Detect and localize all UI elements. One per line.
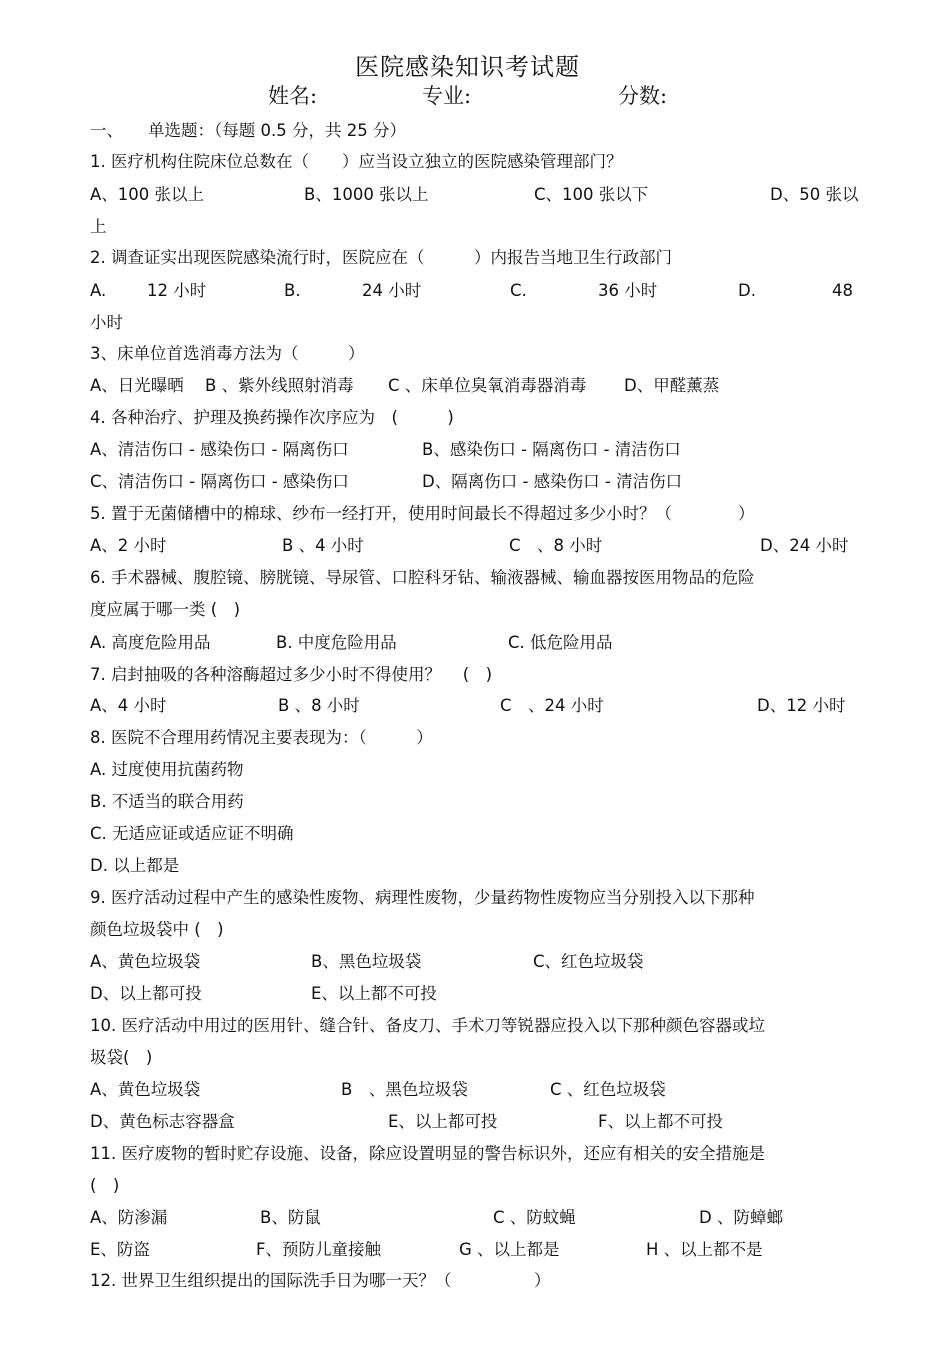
- option-b-label: B.: [284, 281, 301, 300]
- option-d-label: D.: [738, 281, 756, 300]
- option-d: D、黄色标志容器盒: [90, 1112, 235, 1131]
- option-c: C、红色垃圾袋: [533, 952, 644, 971]
- question-2-wrap: 小时: [90, 313, 123, 332]
- question-8-option-b: B. 不适当的联合用药: [90, 792, 244, 811]
- question-5: 5. 置于无菌储槽中的棉球、纱布一经打开，使用时间最长不得超过多少小时？（ ）: [90, 504, 755, 523]
- option-b: B、黑色垃圾袋: [311, 952, 422, 971]
- option-a: A、100 张以上: [90, 185, 205, 204]
- option-g: G 、以上都是: [459, 1240, 560, 1259]
- option-d: D、隔离伤口 - 感染伤口 - 清洁伤口: [422, 472, 683, 491]
- question-1-wrap: 上: [90, 217, 107, 236]
- option-b: B 、4 小时: [282, 536, 364, 555]
- option-d: D、以上都可投: [90, 984, 202, 1003]
- major-label: 专业:: [422, 84, 472, 108]
- option-a: A、黄色垃圾袋: [90, 1080, 201, 1099]
- option-c: C 、床单位臭氧消毒器消毒: [388, 376, 587, 395]
- option-d: D、甲醛薰蒸: [624, 376, 720, 395]
- option-b: B、感染伤口 - 隔离伤口 - 清洁伤口: [422, 440, 681, 459]
- section-title: 单选题：（每题 0.5 分，共 25 分）: [148, 121, 406, 140]
- option-a-label: A.: [90, 281, 107, 300]
- option-e: E、以上都可投: [388, 1112, 498, 1131]
- question-7: 7. 启封抽吸的各种溶酶超过多少小时不得使用？ ( ): [90, 665, 493, 684]
- option-c: C 、24 小时: [500, 696, 604, 715]
- question-3: 3、床单位首选消毒方法为（ ）: [90, 344, 365, 363]
- option-d: D、24 小时: [760, 536, 849, 555]
- option-c-label: C.: [510, 281, 527, 300]
- question-10-line2: 圾袋( ): [90, 1048, 153, 1067]
- question-2: 2. 调查证实出现医院感染流行时，医院应在（ ）内报告当地卫生行政部门: [90, 248, 672, 267]
- question-6-line2: 度应属于哪一类 ( ): [90, 600, 241, 619]
- option-b: B. 中度危险用品: [276, 633, 397, 652]
- option-c: C 、8 小时: [509, 536, 603, 555]
- option-a: A、日光曝晒: [90, 376, 184, 395]
- option-c: C 、防蚊蝇: [493, 1208, 576, 1227]
- option-c: C 、红色垃圾袋: [550, 1080, 666, 1099]
- question-8: 8. 医院不合理用药情况主要表现为：（ ）: [90, 728, 433, 747]
- option-c: C、清洁伤口 - 隔离伤口 - 感染伤口: [90, 472, 349, 491]
- option-b: B 、紫外线照射消毒: [205, 376, 354, 395]
- exam-title: 医院感染知识考试题: [355, 53, 580, 81]
- option-a: A、2 小时: [90, 536, 167, 555]
- question-8-option-a: A. 过度使用抗菌药物: [90, 760, 244, 779]
- student-info-row: [0, 80, 950, 112]
- option-a: A. 高度危险用品: [90, 633, 211, 652]
- question-8-option-c: C. 无适应证或适应证不明确: [90, 824, 294, 843]
- question-6: 6. 手术器械、腹腔镜、膀胱镜、导尿管、口腔科牙钻、输液器械、输血器按医用物品的危险: [90, 568, 755, 587]
- option-b: B、防鼠: [260, 1208, 321, 1227]
- score-label: 分数:: [618, 84, 668, 108]
- option-b: B 、8 小时: [278, 696, 360, 715]
- question-4: 4. 各种治疗、护理及换药操作次序应为 ( ): [90, 408, 454, 427]
- option-a: A、清洁伤口 - 感染伤口 - 隔离伤口: [90, 440, 349, 459]
- question-10: 10. 医疗活动中用过的医用针、缝合针、备皮刀、手术刀等锐器应投入以下那种颜色容器或垃: [90, 1016, 765, 1035]
- question-9: 9. 医疗活动过程中产生的感染性废物、病理性废物，少量药物性废物应当分别投入以下那种: [90, 888, 755, 907]
- option-a: 12 小时: [147, 281, 207, 300]
- option-d: D、50 张以: [770, 185, 859, 204]
- option-b: B 、黑色垃圾袋: [341, 1080, 468, 1099]
- option-d: 48: [832, 281, 853, 300]
- question-11-line2: ( ): [90, 1176, 120, 1195]
- option-b: 24 小时: [362, 281, 422, 300]
- question-1: 1. 医疗机构住院床位总数在（ ）应当设立独立的医院感染管理部门？: [90, 152, 623, 171]
- option-c: C、100 张以下: [534, 185, 649, 204]
- option-a: A、4 小时: [90, 696, 167, 715]
- question-8-option-d: D. 以上都是: [90, 856, 180, 875]
- option-d: D 、防蟑螂: [699, 1208, 783, 1227]
- option-e: E、防盗: [90, 1240, 150, 1259]
- option-h: H 、以上都不是: [646, 1240, 763, 1259]
- option-a: A、防渗漏: [90, 1208, 168, 1227]
- option-a: A、黄色垃圾袋: [90, 952, 201, 971]
- question-11: 11. 医疗废物的暂时贮存设施、设备，除应设置明显的警告标识外，还应有相关的安全措施是: [90, 1144, 765, 1163]
- option-d: D、12 小时: [757, 696, 846, 715]
- section-number: 一、: [90, 121, 123, 140]
- question-12: 12. 世界卫生组织提出的国际洗手日为哪一天？（ ）: [90, 1271, 551, 1290]
- option-c: 36 小时: [598, 281, 658, 300]
- option-f: F、以上都不可投: [598, 1112, 723, 1131]
- name-label: 姓名:: [268, 84, 318, 108]
- option-f: F、预防儿童接触: [256, 1240, 381, 1259]
- option-b: B、1000 张以上: [304, 185, 429, 204]
- option-e: E、以上都不可投: [311, 984, 437, 1003]
- option-c: C. 低危险用品: [508, 633, 613, 652]
- question-9-line2: 颜色垃圾袋中 ( ): [90, 920, 224, 939]
